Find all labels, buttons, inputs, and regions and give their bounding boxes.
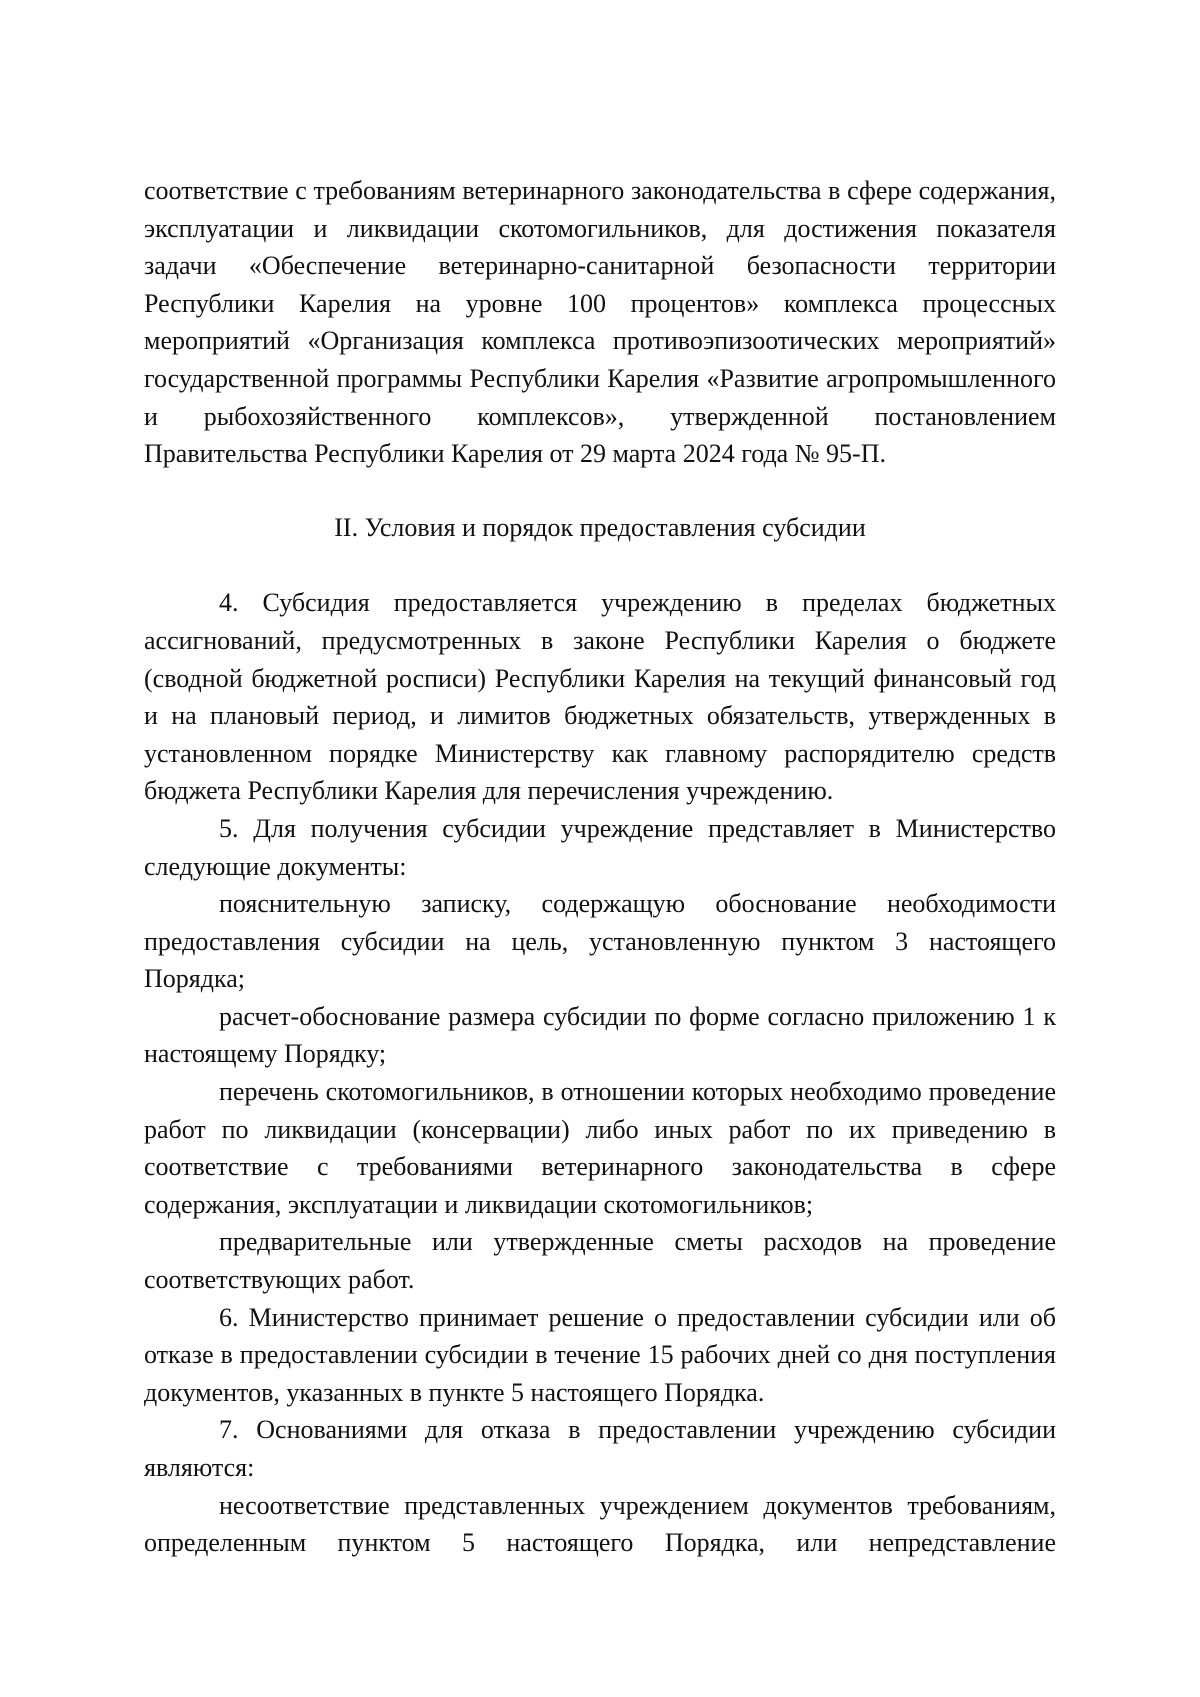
list-item-explanatory-note: пояснительную записку, содержащую обоснование необходимости предоставления субсидии на цель, установленную пунктом 3 настоящего Порядка; bbox=[144, 889, 1056, 994]
paragraph-4: 4. Субсидия предоставляется учреждению в пределах бюджетных ассигнований, предусмотренных в законе Республики Карелия о бюджете (сводной бюджетной росписи) Республики Карелия на текущий финансовый год и на плановый период, и лимитов бюджетных обязательств, утвержденных в установленном порядке Министерству как главному распорядителю средств бюджета Республики Карелия для перечисления учреждению. bbox=[144, 588, 1056, 806]
intro-paragraph: соответствие с требованиям ветеринарного законодательства в сфере содержания, эксплуатации и ликвидации скотомогильников, для достижения показателя задачи «Обеспечение ветеринарно-санитарной безопасности территории Республики Карелия на уровне 100 процентов» комплекса процессных мероприятий «Организация комплекса противоэпизоотических мероприятий» государственной программы Республики Карелия «Развитие агропромышленного и рыбохозяйственного комплексов», утвержденной постановлением Правительства Республики Карелия от 29 марта 2024 года № 95-П. bbox=[144, 176, 1056, 469]
paragraph-7: 7. Основаниями для отказа в предоставлении учреждению субсидии являются: bbox=[144, 1415, 1056, 1482]
list-item-noncompliance: несоответствие представленных учреждением документов требованиям, определенным пунктом 5 настоящего Порядка, или непредставление bbox=[144, 1490, 1056, 1558]
section-heading: II. Условия и порядок предоставления субсидии bbox=[334, 512, 866, 542]
document-page bbox=[144, 172, 1056, 1562]
paragraph-5: 5. Для получения субсидии учреждение представляет в Министерство следующие документы: bbox=[144, 813, 1056, 881]
paragraph-6: 6. Министерство принимает решение о предоставлении субсидии или об отказе в предоставлении субсидии в течение 15 рабочих дней со дня поступления документов, указанных в пункте 5 настоящего Порядка. bbox=[144, 1302, 1056, 1407]
list-item-calculation: расчет-обоснование размера субсидии по форме согласно приложению 1 к настоящему Порядку; bbox=[144, 1001, 1056, 1069]
list-item-cattle-burial-list: перечень скотомогильников, в отношении которых необходимо проведение работ по ликвидации (консервации) либо иных работ по их приведению в соответствие с требованиями ветеринарного законодательства в сфере содержания, эксплуатации и ликвидации скотомогильников; bbox=[144, 1077, 1056, 1219]
list-item-estimates: предварительные или утвержденные сметы расходов на проведение соответствующих работ. bbox=[144, 1227, 1056, 1295]
